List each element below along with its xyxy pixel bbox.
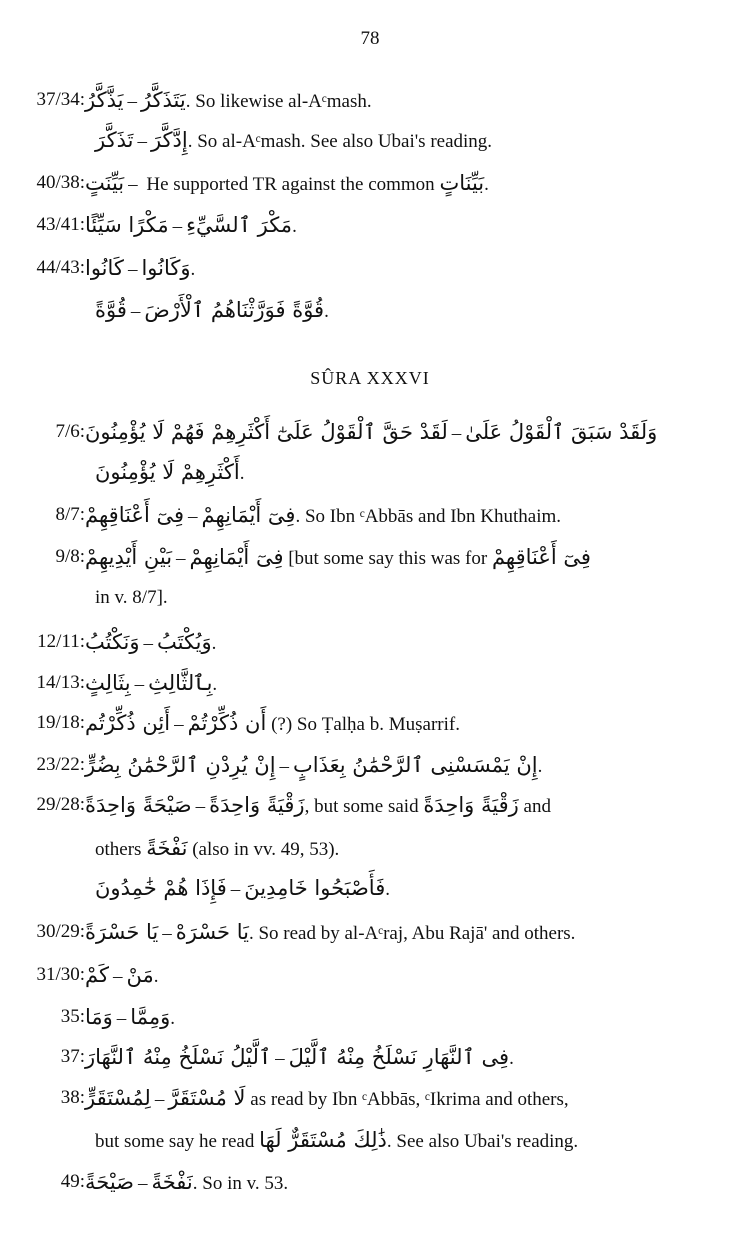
entry-line: [0, 745, 740, 785]
arabic-reading: أَكْثَرِهِمْ لَا يُؤْمِنُونَ: [95, 460, 240, 484]
arabic-variant: مَنْ: [126, 963, 154, 987]
arabic-reading: تَذَكَّرَ: [95, 128, 134, 152]
arabic-variant: وَمِمَّا: [130, 1005, 171, 1029]
page-number: 78: [360, 28, 380, 49]
verse-ref: 40/38:: [36, 172, 85, 193]
entry-line: [0, 828, 740, 868]
entry-note: . So likewise al-Aᶜmash.: [185, 91, 372, 112]
entry-note: .: [509, 1048, 514, 1069]
verse-ref: 37:: [60, 1046, 85, 1067]
arabic-variant: وَلَقَدْ سَبَقَ ٱلْقَوْلُ عَلَىٰ: [465, 420, 658, 444]
arabic-reading: وَمَا: [85, 1005, 113, 1029]
verse-ref: 44/43:: [36, 257, 85, 278]
entry-note: as read by Ibn ᶜAbbās, ᶜIkrima and others,: [245, 1089, 569, 1110]
verse-ref: 14/13:: [36, 672, 85, 693]
dash-separator: –: [174, 714, 184, 735]
arabic-citation: بَيِّنَاتٍ: [439, 171, 485, 195]
entry-note: .: [537, 756, 543, 777]
dash-separator: –: [451, 423, 462, 444]
entry-line: [0, 205, 740, 245]
entry-note: .: [239, 463, 245, 484]
arabic-reading: يَذَّكَّرُ: [85, 88, 124, 112]
entry-note: .: [170, 1008, 175, 1029]
verse-ref: 9/8:: [55, 546, 85, 567]
dash-separator: –: [130, 301, 141, 322]
entry-note: . So al-Aᶜmash. See also Ubai's reading.: [187, 131, 493, 152]
arabic-variant: لَا مُسْتَقَرَّ: [168, 1086, 246, 1110]
entry-note: .: [153, 966, 159, 987]
arabic-reading: فِىٓ أَعْنَاقِهِمْ: [85, 503, 185, 527]
arabic-variant: يَا حَسْرَهْ: [175, 920, 249, 944]
dash-separator: –: [137, 1173, 148, 1194]
entry-note: . So Ibn ᶜAbbās and Ibn Khuthaim.: [295, 506, 562, 527]
arabic-reading: يَا حَسْرَةً: [85, 920, 159, 944]
dash-separator: –: [275, 1048, 285, 1069]
entry-note: others: [95, 839, 147, 860]
dash-separator: –: [112, 966, 123, 987]
arabic-reading: مَكْرًا سَيِّئًا: [85, 213, 169, 237]
entry-note: in v. 8/7].: [95, 587, 168, 608]
entry-note: (?) So Ṭalḥa b. Muṣarrif.: [266, 714, 460, 735]
dash-separator: –: [128, 174, 138, 195]
arabic-citation: ذَٰلِكَ مُسْتَقَرٌّ لَهَا: [259, 1128, 387, 1152]
dash-separator: –: [188, 506, 198, 527]
entry-note: . So read by al-Aᶜraj, Abu Rajā' and others.: [248, 923, 576, 944]
entry-note: .: [385, 879, 390, 900]
dash-separator: –: [172, 216, 183, 237]
dash-separator: –: [195, 796, 206, 817]
entry-line: [0, 1078, 740, 1118]
entry-line: [0, 703, 740, 743]
dash-separator: –: [116, 1008, 127, 1029]
entry-line: [0, 868, 740, 908]
arabic-reading: بَيِّنَتٍ: [85, 171, 125, 195]
entry-line: [0, 1037, 740, 1077]
entry-line: [0, 997, 740, 1037]
dash-separator: –: [154, 1089, 165, 1110]
dash-separator: –: [162, 923, 172, 944]
arabic-reading: لِمُسْتَقَرٍّ: [85, 1086, 151, 1110]
arabic-reading: إِنْ يُرِدْنِ ٱلرَّحْمَٰنُ بِضُرٍّ: [85, 753, 276, 777]
entry-tail: .: [484, 174, 489, 195]
entry-line: [0, 163, 740, 203]
entry-line: [0, 452, 740, 492]
arabic-variant: فِىٓ أَيْمَانِهِمْ: [201, 503, 296, 527]
arabic-variant: مَكْرَ ٱلسَّيِّءِ: [186, 213, 293, 237]
arabic-reading: بَيْنِ أَيْدِيهِمْ: [85, 545, 173, 569]
verse-ref: 29/28:: [36, 794, 85, 815]
entry-line: [0, 663, 740, 703]
verse-ref: 31/30:: [36, 964, 85, 985]
entry-line: [0, 622, 740, 662]
section-heading: SÛRA XXXVI: [310, 368, 430, 388]
dash-separator: –: [279, 756, 290, 777]
entry-line: [0, 1120, 740, 1160]
entry-line: [0, 495, 740, 535]
dash-separator: –: [230, 879, 241, 900]
arabic-reading: فَإِذَا هُمْ خَٰمِدُونَ: [95, 876, 227, 900]
verse-ref: 23/22:: [36, 754, 85, 775]
arabic-reading: صَيْحَةً: [85, 1170, 134, 1194]
arabic-variant: نَفْخَةً: [151, 1170, 193, 1194]
arabic-variant: وَيُكْتَبُ: [157, 630, 212, 654]
entry-note: .: [324, 301, 329, 322]
arabic-reading: صَيْحَةً وَاحِدَةً: [85, 793, 192, 817]
arabic-variant: زَقْيَةً وَاحِدَةً: [209, 793, 305, 817]
entry-line: [0, 80, 740, 120]
arabic-variant: بِٱلثَّالِثِ: [148, 671, 213, 695]
dash-separator: –: [176, 548, 186, 569]
arabic-reading: لَقَدْ حَقَّ ٱلْقَوْلُ عَلَىٰٓ أَكْثَرِهِمْ فَهُمْ لَا يُؤْمِنُونَ: [85, 420, 448, 444]
entry-note: .: [190, 259, 196, 280]
entry-note: but some say he read: [95, 1131, 260, 1152]
entry-note: .: [211, 633, 217, 654]
arabic-variant: إِدَّكَّرَ: [150, 128, 188, 152]
arabic-variant: وَكَانُوا: [141, 256, 191, 280]
verse-ref: 8/7:: [55, 504, 85, 525]
entry-note: [but some say this was for: [283, 548, 492, 569]
entry-note: , but some said: [304, 796, 424, 817]
entry-line: [0, 120, 740, 160]
verse-ref: 38:: [60, 1087, 85, 1108]
verse-ref: 30/29:: [36, 921, 85, 942]
arabic-variant: أَن ذُكِّرْتُمْ: [187, 711, 267, 735]
entry-line: [0, 248, 740, 288]
entry-tail: and: [518, 796, 551, 817]
arabic-reading: وَنَكْتُبُ: [85, 630, 140, 654]
dash-separator: –: [137, 131, 147, 152]
arabic-variant: فِى ٱلنَّهَارِ نَسْلَخُ مِنْهُ ٱلَّيْلَ: [288, 1045, 510, 1069]
entry-line: [0, 537, 740, 577]
entry-line: [0, 1162, 740, 1202]
dash-separator: –: [143, 633, 154, 654]
arabic-reading: قُوَّةً: [95, 298, 127, 322]
entry-line: [0, 578, 740, 618]
arabic-variant: فَأَصْبَحُوا خَامِدِينَ: [244, 876, 386, 900]
entry-line: [0, 955, 740, 995]
dash-separator: –: [127, 91, 137, 112]
arabic-reading: كَانُوا: [85, 256, 124, 280]
entry-note: .: [212, 674, 218, 695]
entry-tail: (also in vv. 49, 53).: [187, 839, 340, 860]
arabic-reading: ٱلَّيْلُ نَسْلَخُ مِنْهُ ٱلنَّهَارَ: [85, 1045, 272, 1069]
verse-ref: 43/41:: [36, 214, 85, 235]
entry-line: [0, 412, 740, 452]
verse-ref: 7/6:: [55, 421, 85, 442]
entry-line: [0, 785, 740, 825]
arabic-variant: فِىٓ أَيْمَانِهِمْ: [189, 545, 284, 569]
entry-note: .: [292, 216, 297, 237]
arabic-variant: قُوَّةً فَوَرَّثْنَاهُمُ ٱلْأَرْضَ: [144, 298, 325, 322]
arabic-reading: بِثَالِثٍ: [85, 671, 131, 695]
verse-ref: 37/34:: [36, 89, 85, 110]
arabic-variant: إِنْ يَمْسَسْنِى ٱلرَّحْمَٰنُ بِعَذَابٍ: [293, 753, 538, 777]
verse-ref: 12/11:: [37, 631, 85, 652]
arabic-reading: كَمْ: [85, 963, 109, 987]
verse-ref: 19/18:: [36, 712, 85, 733]
arabic-reading: أَئِن ذُكِّرْتُم: [85, 711, 171, 735]
arabic-citation: فِىٓ أَعْنَاقِهِمْ: [491, 545, 591, 569]
verse-ref: 35:: [60, 1006, 85, 1027]
dash-separator: –: [134, 674, 145, 695]
dash-separator: –: [127, 259, 138, 280]
arabic-variant: يَتَذَكَّرُ: [140, 88, 186, 112]
entry-tail: . See also Ubai's reading.: [386, 1131, 579, 1152]
entry-line: [0, 912, 740, 952]
arabic-citation: زَقْيَةً وَاحِدَةً: [423, 793, 519, 817]
entry-note: He supported TR against the common: [141, 174, 440, 195]
arabic-citation: نَفْخَةً: [146, 836, 188, 860]
entry-line: [0, 290, 740, 330]
verse-ref: 49:: [60, 1171, 85, 1192]
entry-note: . So in v. 53.: [192, 1173, 289, 1194]
